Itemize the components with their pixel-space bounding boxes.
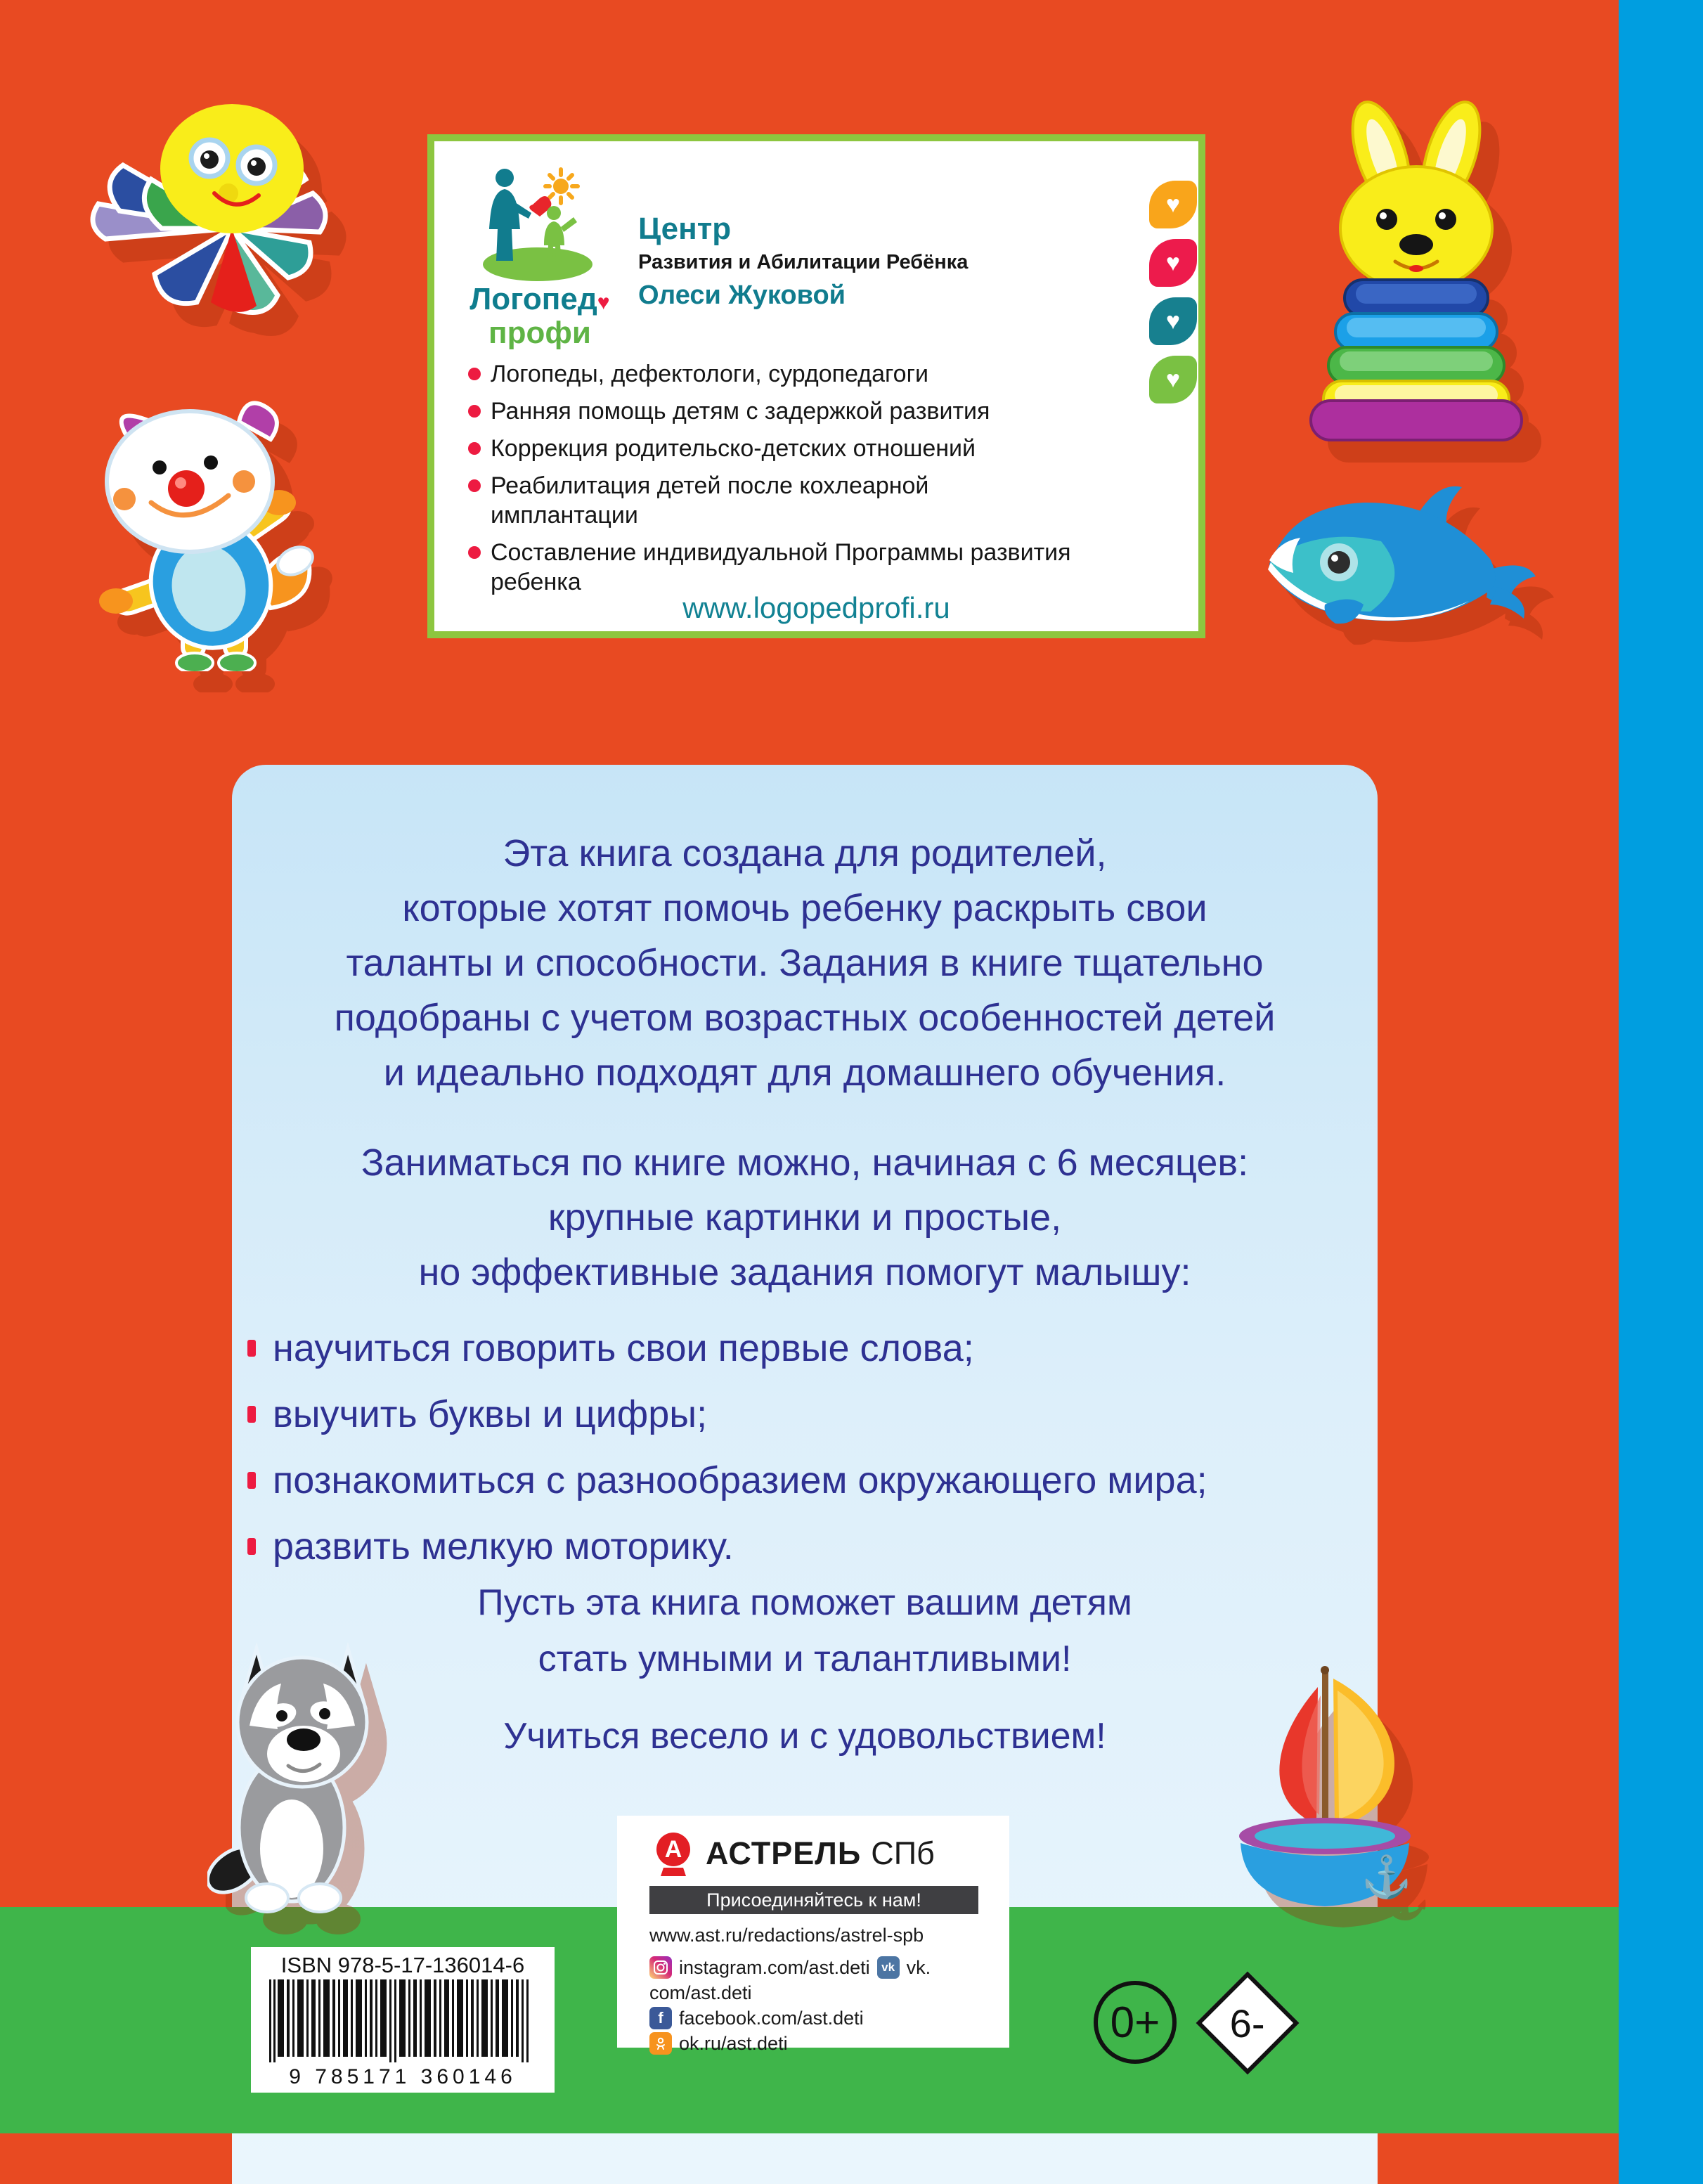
logo-word-profi: профи xyxy=(488,316,591,350)
center-owner-name: Олеси Жуковой xyxy=(638,280,846,310)
list-item xyxy=(468,396,1073,426)
benefit-text: развить мелкую моторику. xyxy=(273,1525,734,1568)
join-us-banner: Присоединяйтесь к нам! xyxy=(649,1886,978,1914)
ok-url: ok.ru/ast.deti xyxy=(679,2032,788,2054)
para-line: Заниматься по книге можно, начиная с 6 месяцев: xyxy=(361,1142,1249,1184)
intro-paragraph xyxy=(232,826,1378,1100)
list-item xyxy=(246,1386,1364,1442)
bullet-dot-icon xyxy=(468,368,481,380)
service-text: Реабилитация детей после кохлеарной имплантации xyxy=(491,472,929,529)
barcode-icon xyxy=(268,1979,538,2062)
publisher-card xyxy=(617,1816,1009,2054)
bullet-dot-icon xyxy=(468,442,481,455)
social-line-ok xyxy=(649,2032,788,2055)
benefit-text: познакомиться с разнообразием окружающего мира; xyxy=(273,1459,1207,1501)
vk-url-wrapped: com/ast.deti xyxy=(649,1982,752,2003)
closing-motto: Учиться весело и с удовольствием! xyxy=(503,1716,1106,1757)
age-rating-badge: 0+ xyxy=(1094,1981,1177,2064)
cat-plush-toy xyxy=(60,390,341,671)
isbn-number: ISBN 978-5-17-136014-6 xyxy=(280,1953,525,1977)
list-item xyxy=(246,1452,1364,1508)
category-badge-diamond xyxy=(1196,1971,1299,2074)
anchor-icon: ⚓ xyxy=(1361,1854,1413,1900)
octopus-rattle-toy xyxy=(56,98,351,351)
services-list xyxy=(468,359,1073,605)
age-paragraph xyxy=(232,1135,1378,1300)
instagram-url: instagram.com/ast.deti xyxy=(679,1956,870,1978)
center-website-url: www.logopedprofi.ru xyxy=(682,591,950,624)
mother-figure xyxy=(489,169,531,261)
vk-url-prefix: vk. xyxy=(906,1956,931,1978)
barcode-digits: 9 785171 360146 xyxy=(289,2065,517,2088)
service-text: Составление индивидуальной Программы развития ребенка xyxy=(491,539,1071,595)
heart-tile-green-icon: ♥ xyxy=(1149,356,1197,403)
bullet-square-icon xyxy=(247,1538,256,1555)
rabbit-stacking-pyramid-toy xyxy=(1304,98,1529,443)
category-badge xyxy=(1211,1986,1284,2060)
list-item xyxy=(468,471,1073,530)
facebook-icon: f xyxy=(649,2007,672,2029)
vk-icon: vk xyxy=(877,1956,900,1979)
social-line-instagram-vk xyxy=(649,1956,931,1979)
para-line: стать умными и талантливыми! xyxy=(538,1639,1072,1679)
para-line: Пусть эта книга поможет вашим детям xyxy=(477,1582,1132,1623)
bullet-dot-icon xyxy=(468,546,481,559)
social-line-facebook xyxy=(649,2007,864,2029)
bullet-dot-icon xyxy=(468,479,481,492)
para-line: подобраны с учетом возрастных особенностей детей xyxy=(334,997,1276,1039)
para-line: но эффективные задания помогут малышу: xyxy=(418,1251,1191,1293)
heart-tile-red-icon: ♥ xyxy=(1149,239,1197,287)
logopedprofi-logo-icon xyxy=(471,162,604,282)
heart-tile-teal-icon: ♥ xyxy=(1149,297,1197,345)
category-badge-label: 6- xyxy=(1230,2001,1265,2046)
center-info-card xyxy=(427,134,1205,638)
benefit-text: научиться говорить свои первые слова; xyxy=(273,1327,974,1369)
service-text: Коррекция родительско-детских отношений xyxy=(491,435,976,462)
para-line: таланты и способности. Задания в книге тщательно xyxy=(346,942,1264,984)
publisher-name: АСТРЕЛЬ xyxy=(706,1835,862,1871)
logo-heart-icon: ♥ xyxy=(597,291,610,314)
page-edge-strip xyxy=(1619,0,1703,2184)
sun-icon xyxy=(545,169,578,203)
astrel-logo-icon xyxy=(651,1831,696,1876)
para-line: и идеально подходят для домашнего обучения. xyxy=(383,1052,1226,1094)
publisher-logo-row xyxy=(651,1831,935,1876)
publisher-city: СПб xyxy=(871,1835,935,1871)
list-item xyxy=(468,538,1073,597)
para-line: которые хотят помочь ребенку раскрыть свои xyxy=(402,887,1207,929)
benefits-list xyxy=(246,1320,1364,1584)
facebook-url: facebook.com/ast.deti xyxy=(679,2007,864,2029)
para-line: крупные картинки и простые, xyxy=(548,1196,1062,1239)
closing-wish xyxy=(232,1575,1378,1687)
service-text: Ранняя помощь детям с задержкой развития xyxy=(491,398,990,425)
para-line: Эта книга создана для родителей, xyxy=(503,832,1107,874)
logo-word-logoped: Логопед♥ xyxy=(470,282,610,316)
heart-tile-orange-icon: ♥ xyxy=(1149,181,1197,228)
odnoklassniki-icon xyxy=(649,2032,672,2055)
list-item xyxy=(468,434,1073,463)
center-subtitle: Развития и Абилитации Ребёнка xyxy=(638,251,969,273)
sailboat-toy xyxy=(1163,1659,1479,1919)
isbn-barcode-card xyxy=(251,1947,555,2093)
service-text: Логопеды, дефектологи, сурдопедагоги xyxy=(491,361,928,387)
list-item xyxy=(246,1320,1364,1376)
dolphin-toy xyxy=(1258,474,1539,650)
bullet-square-icon xyxy=(247,1406,256,1423)
bullet-dot-icon xyxy=(468,405,481,418)
benefit-text: выучить буквы и цифры; xyxy=(273,1393,708,1435)
bullet-square-icon xyxy=(247,1340,256,1357)
publisher-website-url: www.ast.ru/redactions/astrel-spb xyxy=(649,1925,924,1946)
bullet-square-icon xyxy=(247,1472,256,1489)
center-title: Центр xyxy=(638,212,732,246)
list-item xyxy=(246,1518,1364,1575)
svg-text:А: А xyxy=(664,1836,682,1863)
instagram-icon xyxy=(649,1956,672,1979)
list-item xyxy=(468,359,1073,389)
